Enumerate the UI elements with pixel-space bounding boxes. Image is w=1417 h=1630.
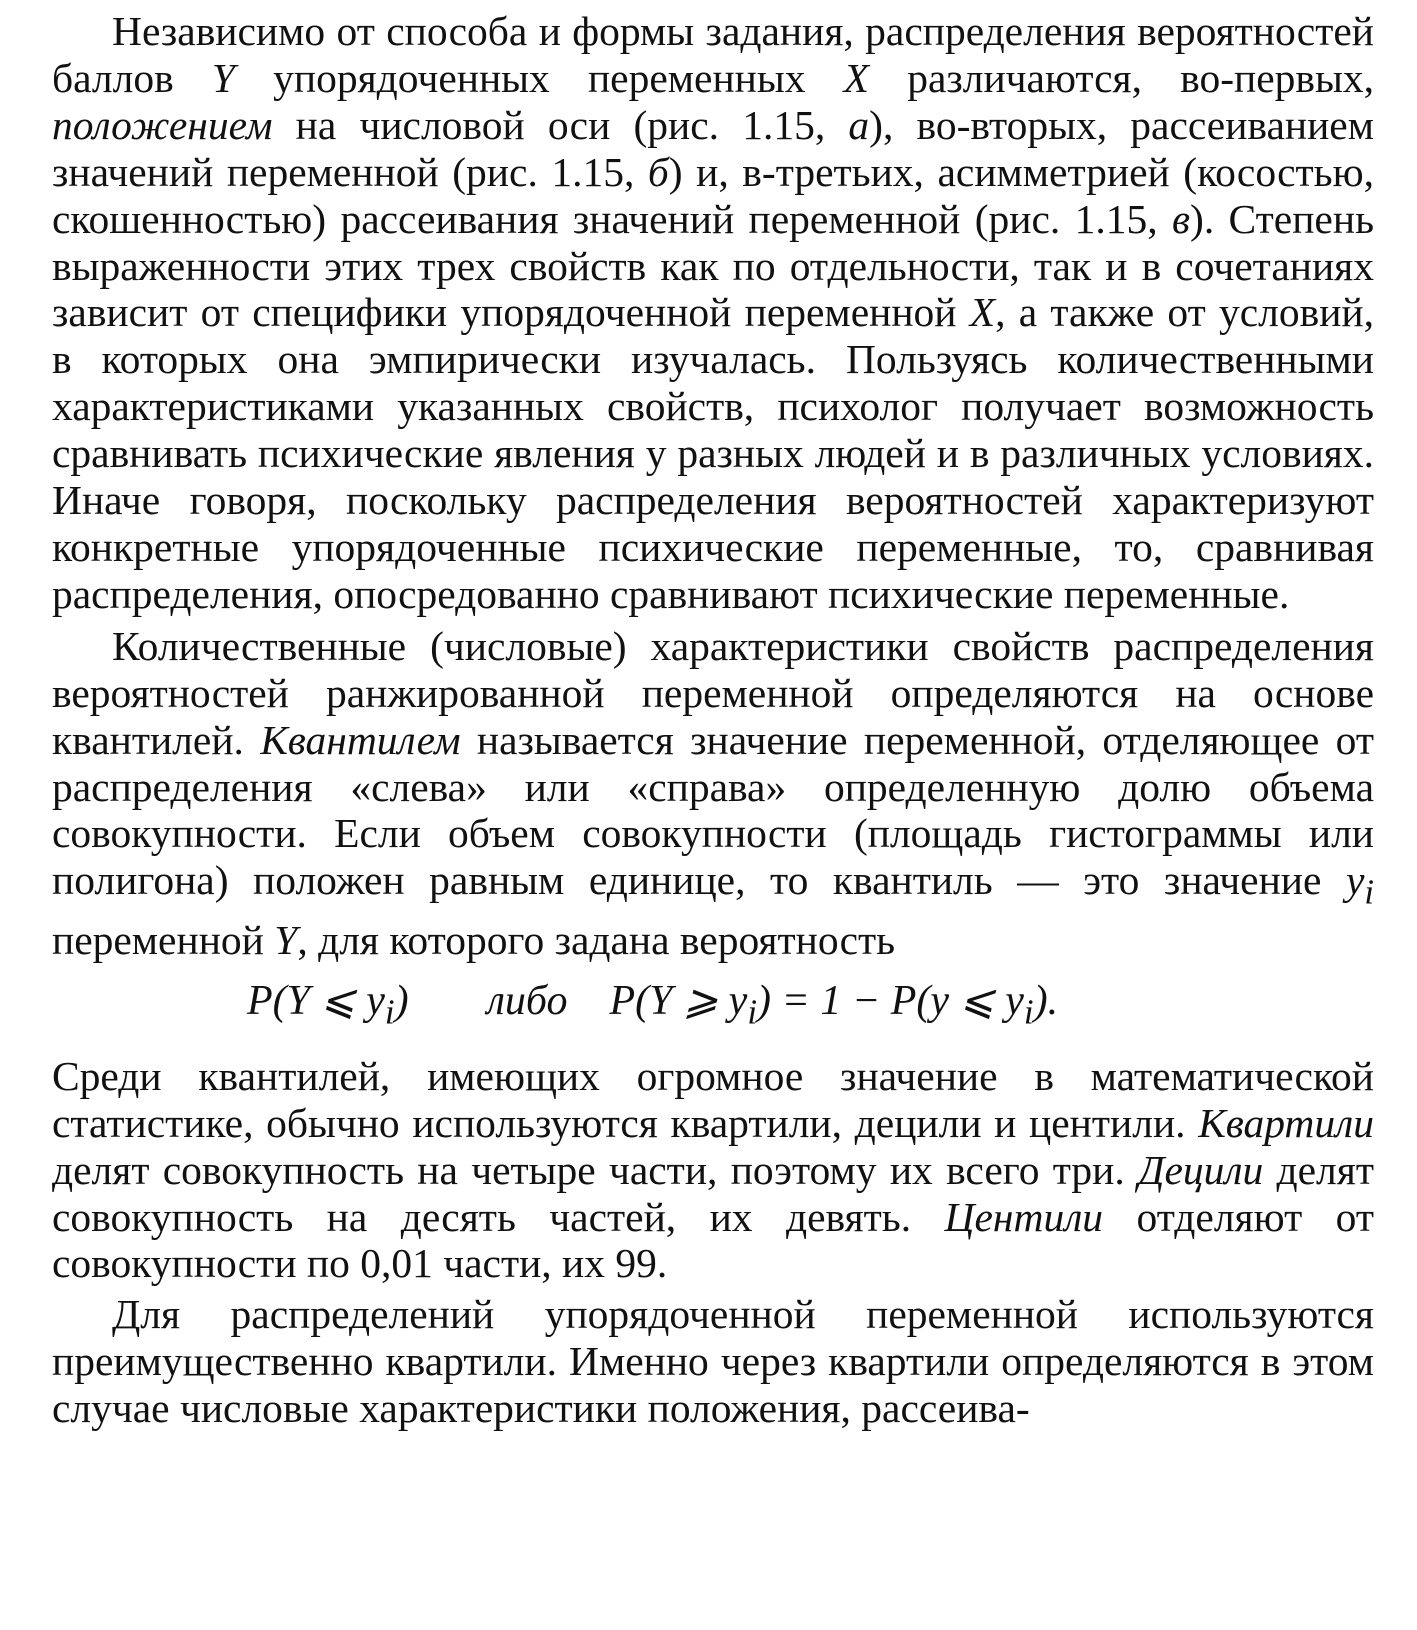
text-run: переменной xyxy=(52,916,275,963)
text-run: Для распределений упорядоченной переменной используются преимущественно квартили. Именно через квартили определяются в этом случае числовые характеристики положения, рассеива- xyxy=(52,1291,1374,1432)
term-quartiles: Квартили xyxy=(1198,1099,1374,1146)
formula-subscript: i xyxy=(747,992,758,1032)
formula-subscript: i xyxy=(384,992,395,1032)
formula-right-mid: ) = 1 − P(y ⩽ y xyxy=(757,978,1024,1025)
term-quantile: Квантилем xyxy=(260,716,461,763)
text-run: Среди квантилей, имеющих огромное значение в математической статистике, обычно используются квартили, децили и центили. xyxy=(52,1052,1374,1146)
variable-x: X xyxy=(843,54,870,101)
text-run: на числовой оси (рис. 1.15, xyxy=(272,101,849,148)
term-centiles: Центили xyxy=(944,1193,1104,1240)
text-run: называется значение переменной, отделяющее от распределения «слева» или «справа» определенную долю объема совокупности. Если объем совокупности (площадь гистограммы или полигона) положен равным единице, то квантиль — это значение xyxy=(52,716,1374,904)
paragraph-ordered-variable xyxy=(52,1291,1374,1432)
text-run: упорядоченных переменных xyxy=(234,54,844,101)
figure-label-b: б xyxy=(647,148,669,195)
formula-right-close: ). xyxy=(1033,978,1059,1025)
text-run: Количественные (числовые) характеристики свойств распределения вероятностей ранжированной переменной определяются на основе квантилей. xyxy=(52,622,1374,763)
subscript-i: i xyxy=(1364,873,1374,912)
text-run: ), во-вторых, рассеиванием значений переменной (рис. 1.15, xyxy=(52,101,1374,195)
text-run: делят совокупность на десять частей, их девять. xyxy=(52,1146,1374,1240)
formula-word-or: либо xyxy=(486,978,568,1025)
variable-x: X xyxy=(969,289,996,336)
probability-formula xyxy=(52,971,1374,1042)
page-text xyxy=(52,8,1374,1432)
text-run: делят совокупность на четыре части, поэтому их всего три. xyxy=(52,1146,1139,1193)
variable-y: Y xyxy=(211,54,235,101)
text-run: , а также от условий, в которых она эмпирически изучалась. Пользуясь количественными характеристиками указанных свойств, психолог получает возможность сравнивать психические явления у разных людей и в различных условиях. Иначе говоря, поскольку распределения вероятностей характеризуют конкретные упорядоченные психические переменные, то, сравнивая распределения, опосредованно сравнивают психические переменные. xyxy=(52,289,1375,617)
term-position: положением xyxy=(52,101,273,148)
text-run: Независимо от способа и формы задания, распределения вероятностей баллов xyxy=(52,8,1374,101)
paragraph-quartiles-deciles xyxy=(52,1053,1374,1288)
formula-subscript: i xyxy=(1023,992,1034,1032)
text-run: ). Степень выраженности этих трех свойств как по отдельности, так и в сочетаниях зависит от специфики упорядоченной переменной xyxy=(52,195,1374,336)
paragraph-quantiles xyxy=(52,623,1374,964)
text-run: , для которого задана вероятность xyxy=(297,916,896,963)
variable-y-i: y xyxy=(1345,857,1365,904)
formula-left-close: ) xyxy=(394,978,409,1025)
text-run: отделяют от совокупности по 0,01 части, их 99. xyxy=(52,1193,1374,1287)
text-run: ) и, в-третьих, асимметрией (косостью, скошенностью) рассеивания значений переменной (рис. 1.15, xyxy=(52,148,1374,242)
figure-label-c: в xyxy=(1171,195,1190,242)
variable-y: Y xyxy=(274,916,298,963)
formula-right: P(Y ⩾ y xyxy=(609,978,748,1025)
text-run: различаются, во-первых, xyxy=(869,54,1374,101)
term-deciles: Децили xyxy=(1138,1146,1264,1193)
figure-label-a: а xyxy=(848,101,870,148)
formula-left: P(Y ⩽ y xyxy=(247,978,385,1025)
paragraph-distribution-properties xyxy=(52,8,1374,618)
